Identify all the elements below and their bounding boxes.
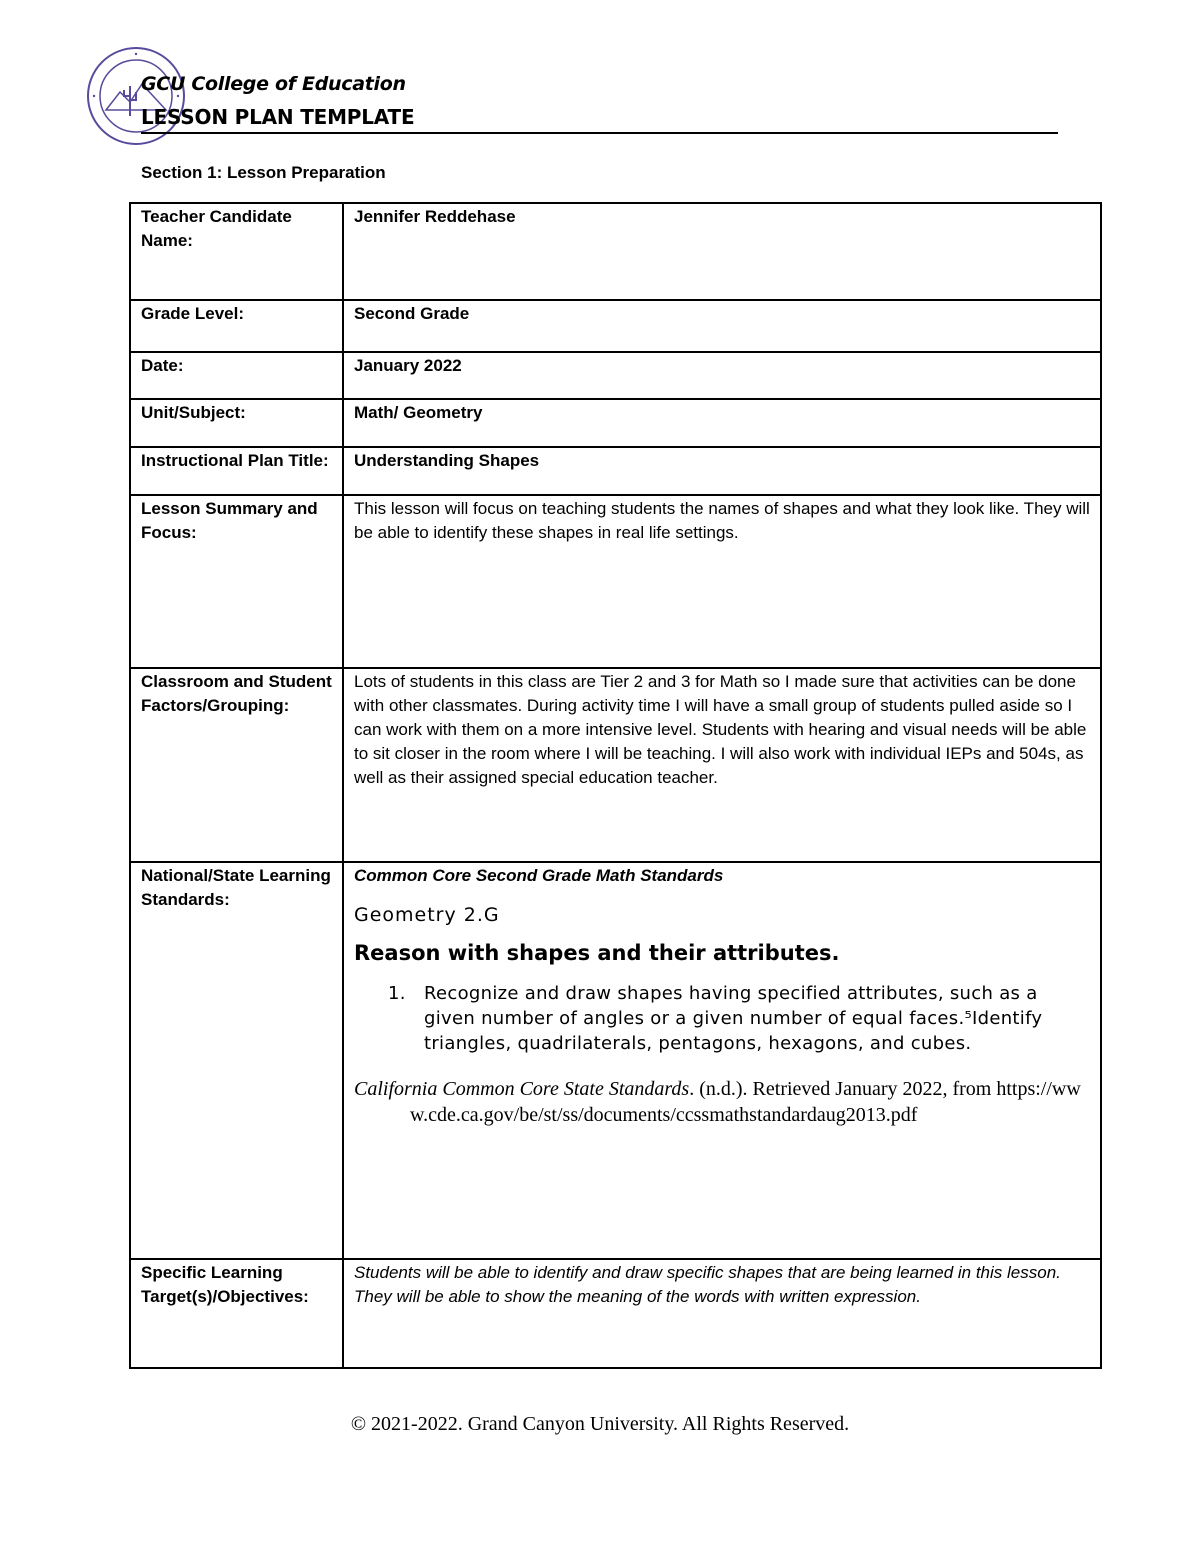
grade-value: Second Grade bbox=[343, 300, 1101, 352]
summary-label: Lesson Summary and Focus: bbox=[130, 495, 343, 668]
table-row bbox=[130, 668, 1101, 862]
list-item-number: 1. bbox=[388, 983, 406, 1004]
date-value: January 2022 bbox=[343, 352, 1101, 399]
table-row bbox=[130, 352, 1101, 399]
classroom-label: Classroom and Student Factors/Grouping: bbox=[130, 668, 343, 862]
table-row bbox=[130, 495, 1101, 668]
copyright-footer: © 2021-2022. Grand Canyon University. All Rights Reserved. bbox=[350, 1413, 850, 1435]
college-name: GCU College of Education bbox=[141, 73, 406, 95]
header-divider bbox=[141, 132, 1058, 134]
objectives-label: Specific Learning Target(s)/Objectives: bbox=[130, 1259, 343, 1368]
table-row bbox=[130, 862, 1101, 1259]
template-title: LESSON PLAN TEMPLATE bbox=[141, 105, 415, 129]
list-item-text: Recognize and draw shapes having specified attributes, such as a given number of angles or a given number of equal faces.⁵Identify triangles, quadrilaterals, pentagons, hexagons, and cubes. bbox=[424, 983, 1043, 1054]
standards-citation bbox=[354, 1076, 1090, 1128]
standards-label: National/State Learning Standards: bbox=[130, 862, 343, 1259]
table-row bbox=[130, 1259, 1101, 1368]
standards-subheading: Reason with shapes and their attributes. bbox=[354, 941, 840, 965]
lesson-prep-table bbox=[129, 202, 1102, 1369]
table-row bbox=[130, 300, 1101, 352]
unit-label: Unit/Subject: bbox=[130, 399, 343, 447]
plan-title-label: Instructional Plan Title: bbox=[130, 447, 343, 495]
table-row bbox=[130, 447, 1101, 495]
table-row bbox=[130, 203, 1101, 300]
teacher-label: Teacher Candidate Name: bbox=[130, 203, 343, 300]
plan-title-value: Understanding Shapes bbox=[343, 447, 1101, 495]
section-title: Section 1: Lesson Preparation bbox=[141, 163, 386, 182]
standards-heading: Geometry 2.G bbox=[354, 904, 500, 926]
standards-cell bbox=[343, 862, 1101, 1259]
university-seal-logo bbox=[86, 46, 186, 146]
objectives-value: Students will be able to identify and draw specific shapes that are being learned in this lesson. They will be able to show the meaning of the words with written expression. bbox=[343, 1259, 1101, 1368]
teacher-value: Jennifer Reddehase bbox=[343, 203, 1101, 300]
table-row bbox=[130, 399, 1101, 447]
grade-label: Grade Level: bbox=[130, 300, 343, 352]
citation-details: . (n.d.). Retrieved January 2022, from https://www.cde.ca.gov/be/st/ss/documents/ccssmathstandardaug2013.pdf bbox=[410, 1078, 1081, 1126]
summary-value: This lesson will focus on teaching students the names of shapes and what they look like. They will be able to identify these shapes in real life settings. bbox=[343, 495, 1101, 668]
citation-title: California Common Core State Standards bbox=[354, 1078, 690, 1100]
standards-intro: Common Core Second Grade Math Standards bbox=[354, 866, 724, 885]
standards-list-item bbox=[354, 981, 1090, 1056]
classroom-value: Lots of students in this class are Tier 2 and 3 for Math so I made sure that activities can be done with other classmates. During activity time I will have a small group of students pulled aside so I can work with them on a more intensive level. Students with hearing and visual needs will be able to sit closer in the room where I will be teaching. I will also work with individual IEPs and 504s, as well as their assigned special education teacher. bbox=[343, 668, 1101, 862]
unit-value: Math/ Geometry bbox=[343, 399, 1101, 447]
date-label: Date: bbox=[130, 352, 343, 399]
